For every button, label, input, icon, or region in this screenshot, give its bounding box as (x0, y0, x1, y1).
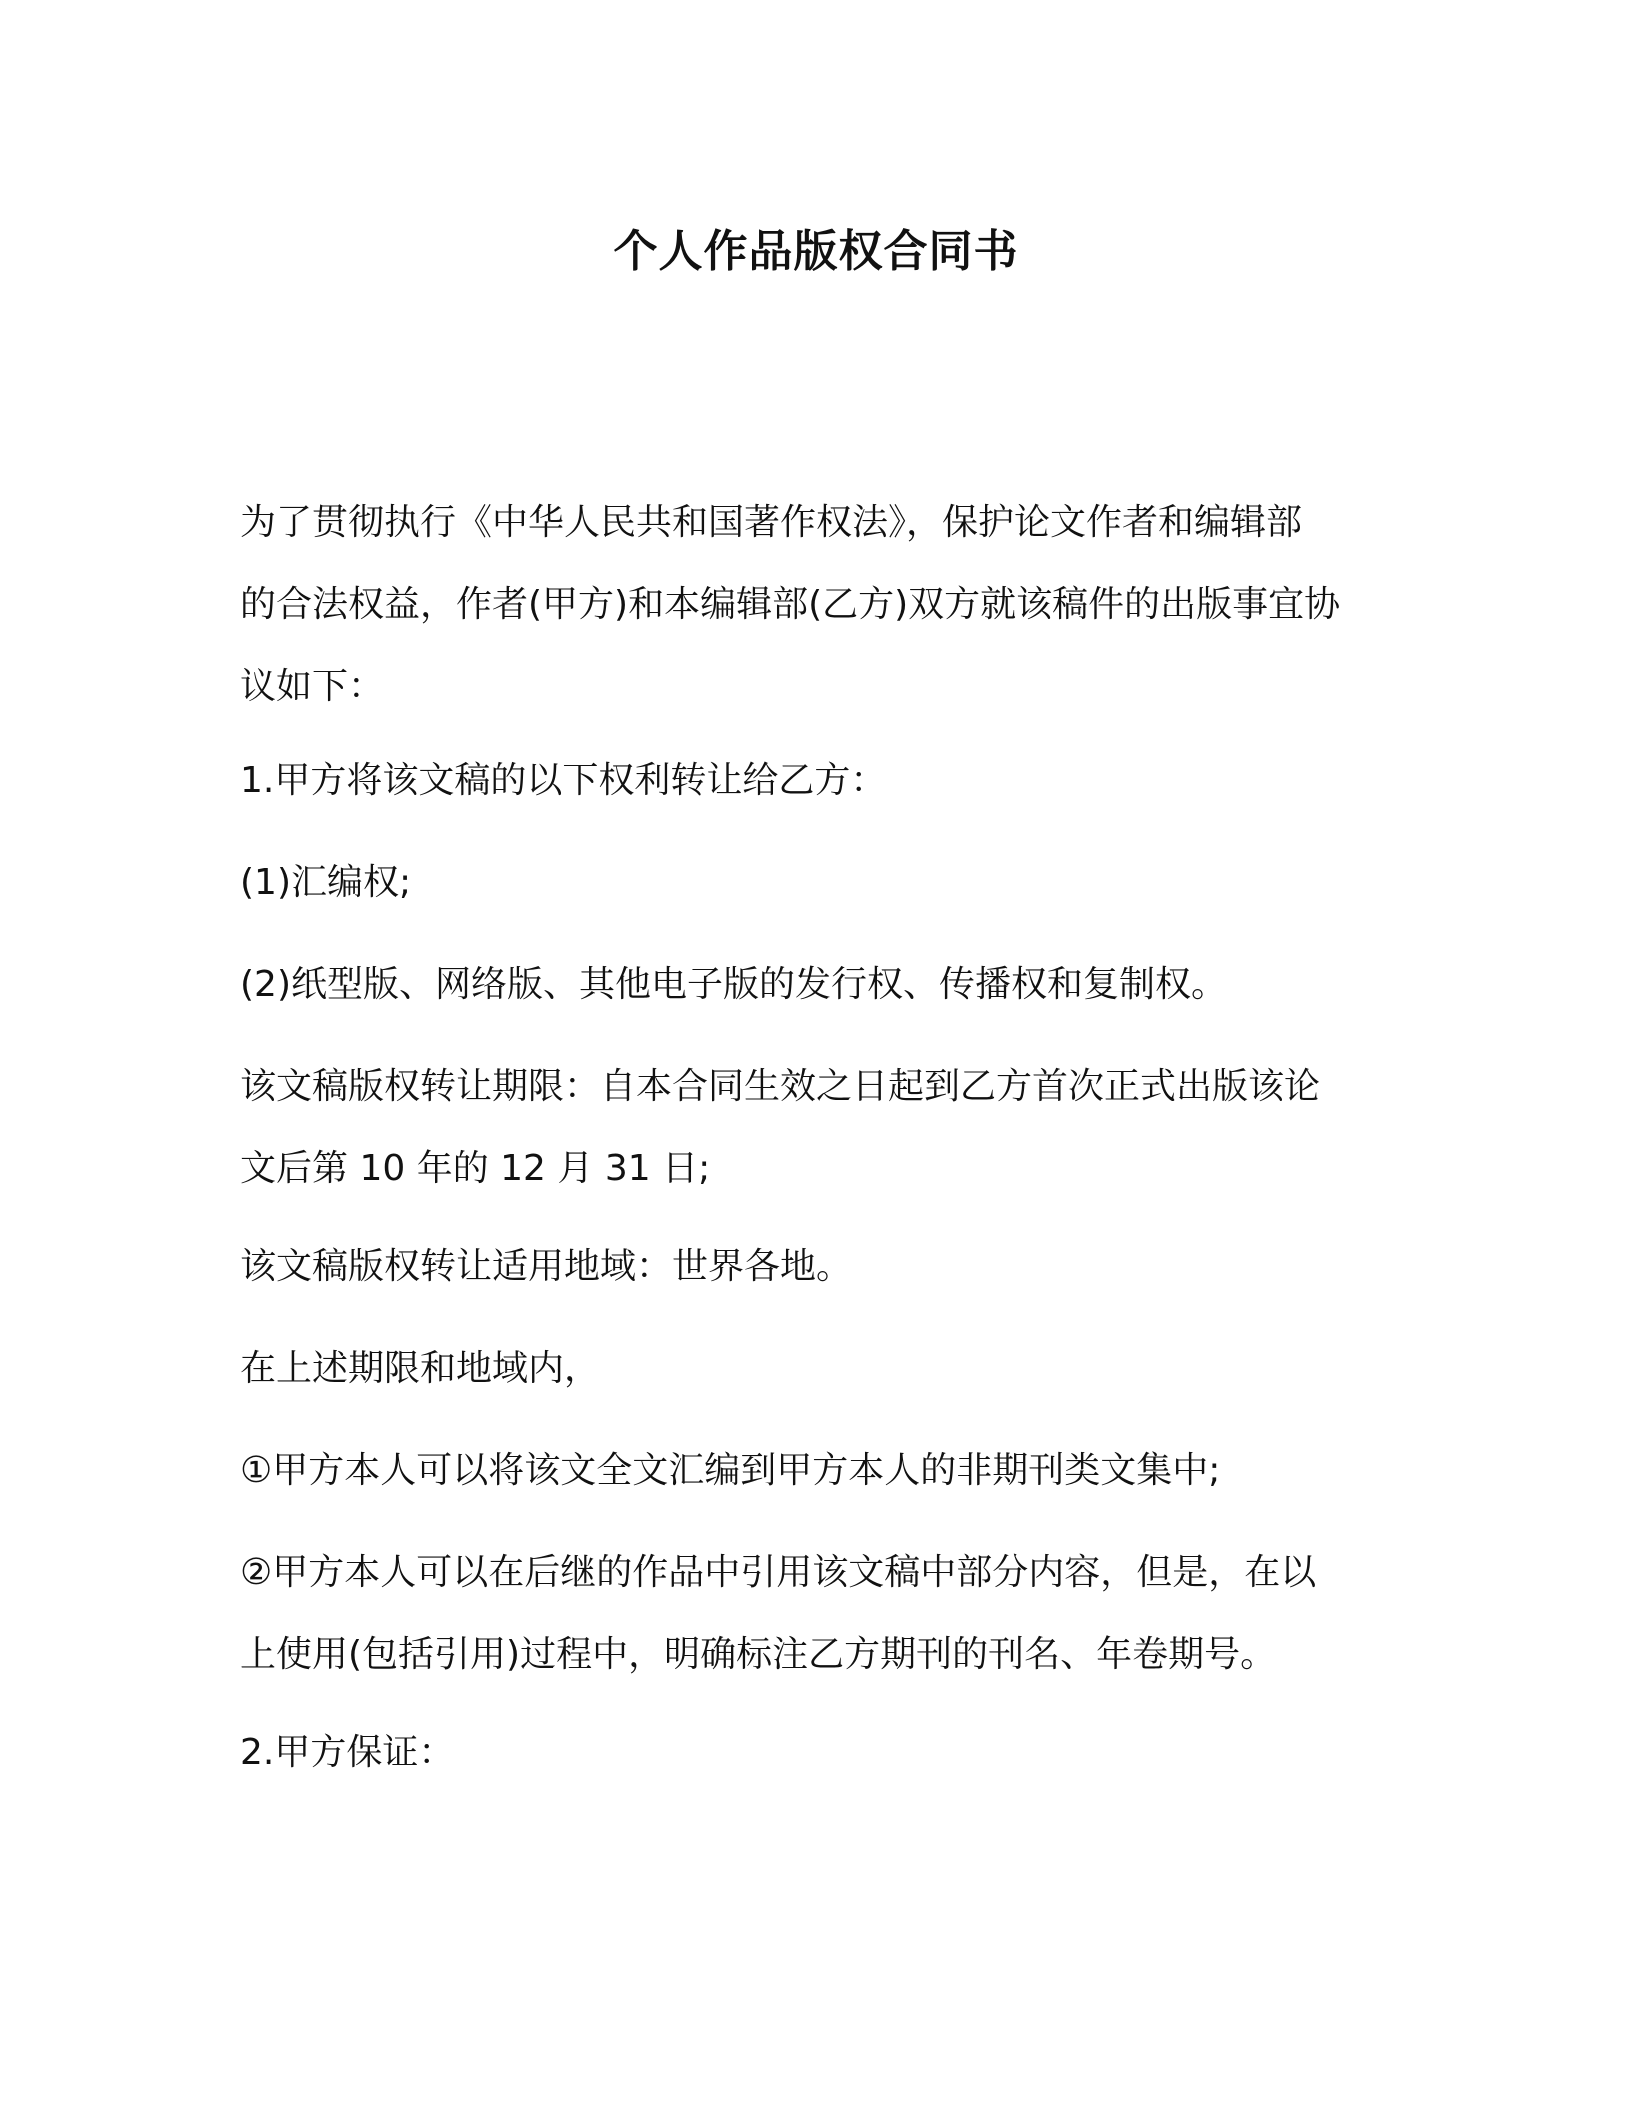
within-scope-paragraph (240, 1328, 1380, 1410)
item-2-line-2: 上使用(包括引用)过程中，明确标注乙方期刊的刊名、年卷期号。 (240, 1634, 1277, 1675)
territory-paragraph (240, 1226, 1380, 1308)
term-line-1: 该文稿版权转让期限：自本合同生效之日起到乙方首次正式出版该论 (240, 1066, 1321, 1107)
clause-2-heading (240, 1712, 1380, 1794)
intro-paragraph (240, 482, 1380, 728)
intro-line-3: 议如下： (240, 666, 385, 707)
term-paragraph (240, 1046, 1380, 1210)
territory-text: 该文稿版权转让适用地域：世界各地。 (240, 1246, 853, 1287)
document-title: 个人作品版权合同书 (613, 226, 1019, 277)
term-line-2: 文后第 10 年的 12 月 31 日; (240, 1148, 711, 1189)
right-2 (240, 944, 1380, 1026)
item-2-paragraph (240, 1532, 1380, 1696)
item-1-text: ①甲方本人可以将该文全文汇编到甲方本人的非期刊类文集中; (240, 1450, 1221, 1491)
right-2-text: (2)纸型版、网络版、其他电子版的发行权、传播权和复制权。 (240, 964, 1227, 1005)
right-1-text: (1)汇编权; (240, 862, 412, 903)
right-1 (240, 842, 1380, 924)
item-1-paragraph (240, 1430, 1380, 1512)
clause-1-heading-text: 1.甲方将该文稿的以下权利转让给乙方： (240, 760, 887, 801)
intro-line-1: 为了贯彻执行《中华人民共和国著作权法》，保护论文作者和编辑部 (240, 502, 1303, 543)
clause-2-heading-text: 2.甲方保证： (240, 1732, 455, 1773)
within-scope-text: 在上述期限和地域内， (240, 1348, 601, 1389)
item-2-line-1: ②甲方本人可以在后继的作品中引用该文稿中部分内容，但是，在以 (240, 1552, 1317, 1593)
clause-1-heading (240, 740, 1380, 822)
intro-line-2: 的合法权益，作者(甲方)和本编辑部(乙方)双方就该稿件的出版事宜协 (240, 584, 1341, 625)
